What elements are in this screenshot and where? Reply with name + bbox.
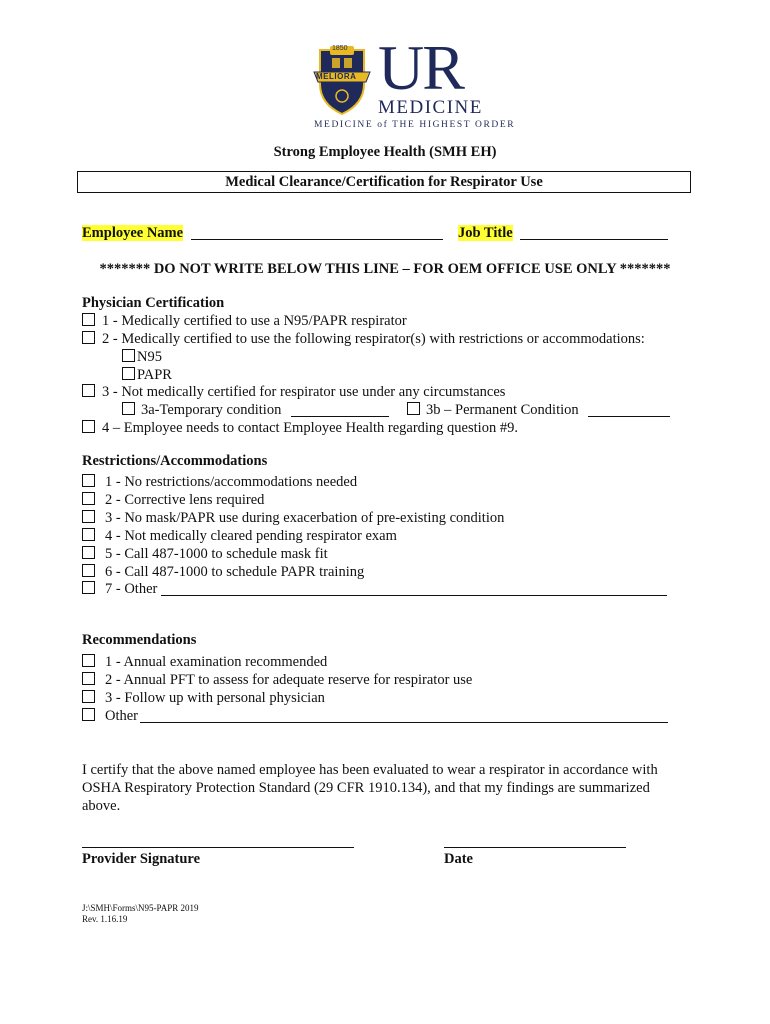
physician-option-3a: 3a-Temporary condition <box>122 402 389 419</box>
checkbox[interactable] <box>122 367 135 380</box>
meliora-seal-icon <box>310 44 374 118</box>
restriction-item: 6 - Call 487-1000 to schedule PAPR training <box>82 564 364 581</box>
physician-option-3: 3 - Not medically certified for respirator use under any circumstances <box>82 384 505 401</box>
logo-year: 1850 <box>332 45 348 52</box>
certify-line-1: I certify that the above named employee has been evaluated to wear a respirator in accordance with <box>82 762 658 778</box>
checkbox[interactable] <box>122 402 135 415</box>
recommendation-item: 3 - Follow up with personal physician <box>82 690 325 707</box>
restriction-item: 4 - Not medically cleared pending respirator exam <box>82 528 397 545</box>
certify-line-3: above. <box>82 798 121 814</box>
logo-ur: UR <box>378 32 463 103</box>
checkbox[interactable] <box>407 402 420 415</box>
checkbox[interactable] <box>82 654 95 667</box>
recommendation-item: 2 - Annual PFT to assess for adequate reserve for respirator use <box>82 672 472 689</box>
checkbox[interactable] <box>82 492 95 505</box>
job-title-field[interactable] <box>520 225 668 240</box>
checkbox[interactable] <box>82 708 95 721</box>
certify-line-2: OSHA Respiratory Protection Standard (29 CFR 1910.134), and that my findings are summarized <box>82 780 650 796</box>
provider-signature-line[interactable] <box>82 847 354 848</box>
restriction-item: 5 - Call 487-1000 to schedule mask fit <box>82 546 328 563</box>
restriction-item: 2 - Corrective lens required <box>82 492 264 509</box>
logo-motto: MELIORA <box>316 72 357 81</box>
restriction-item: 3 - No mask/PAPR use during exacerbation of pre-existing condition <box>82 510 504 527</box>
checkbox[interactable] <box>82 581 95 594</box>
employee-name-label: Employee Name <box>82 225 184 241</box>
employee-name-row <box>82 225 443 242</box>
form-title: Medical Clearance/Certification for Respirator Use <box>225 174 543 190</box>
physician-heading: Physician Certification <box>82 295 225 311</box>
checkbox[interactable] <box>82 510 95 523</box>
restriction-other-field[interactable] <box>161 581 667 596</box>
recommendation-item: 1 - Annual examination recommended <box>82 654 327 671</box>
date-label: Date <box>444 851 473 867</box>
form-title-box <box>77 171 691 193</box>
restriction-item: 1 - No restrictions/accommodations needed <box>82 474 357 491</box>
physician-option-1: 1 - Medically certified to use a N95/PAPR respirator <box>82 313 407 330</box>
physician-option-2-n95: N95 <box>122 349 162 366</box>
physician-option-2-papr: PAPR <box>122 367 172 384</box>
checkbox[interactable] <box>82 528 95 541</box>
checkbox[interactable] <box>82 474 95 487</box>
department-heading: Strong Employee Health (SMH EH) <box>273 144 497 160</box>
logo-tagline: MEDICINE of THE HIGHEST ORDER <box>314 120 516 130</box>
restrictions-heading: Restrictions/Accommodations <box>82 453 268 469</box>
physician-option-3b: 3b – Permanent Condition <box>407 402 670 419</box>
footer-path: J:\SMH\Forms\N95-PAPR 2019 <box>82 903 199 913</box>
checkbox[interactable] <box>82 313 95 326</box>
checkbox[interactable] <box>82 384 95 397</box>
job-title-label: Job Title <box>458 225 513 241</box>
logo-medicine: MEDICINE <box>378 97 483 118</box>
provider-signature-label: Provider Signature <box>82 851 201 867</box>
checkbox[interactable] <box>82 564 95 577</box>
checkbox[interactable] <box>82 672 95 685</box>
checkbox[interactable] <box>82 420 95 433</box>
physician-option-2: 2 - Medically certified to use the following respirator(s) with restrictions or accommodations: <box>82 331 645 348</box>
temporary-condition-field[interactable] <box>291 402 389 417</box>
restriction-item-other: 7 - Other <box>82 581 667 598</box>
checkbox[interactable] <box>82 546 95 559</box>
checkbox[interactable] <box>82 331 95 344</box>
date-line[interactable] <box>444 847 626 848</box>
employee-name-field[interactable] <box>191 225 443 240</box>
recommendations-heading: Recommendations <box>82 632 197 648</box>
footer-rev: Rev. 1.16.19 <box>82 914 128 924</box>
checkbox[interactable] <box>82 690 95 703</box>
physician-option-4: 4 – Employee needs to contact Employee Health regarding question #9. <box>82 420 518 437</box>
checkbox[interactable] <box>122 349 135 362</box>
office-use-banner: ******* DO NOT WRITE BELOW THIS LINE – FOR OEM OFFICE USE ONLY ******* <box>99 261 671 277</box>
job-title-row <box>458 225 668 242</box>
recommendation-other-field[interactable] <box>140 708 668 723</box>
permanent-condition-field[interactable] <box>588 402 670 417</box>
recommendation-item-other: Other <box>82 708 668 725</box>
